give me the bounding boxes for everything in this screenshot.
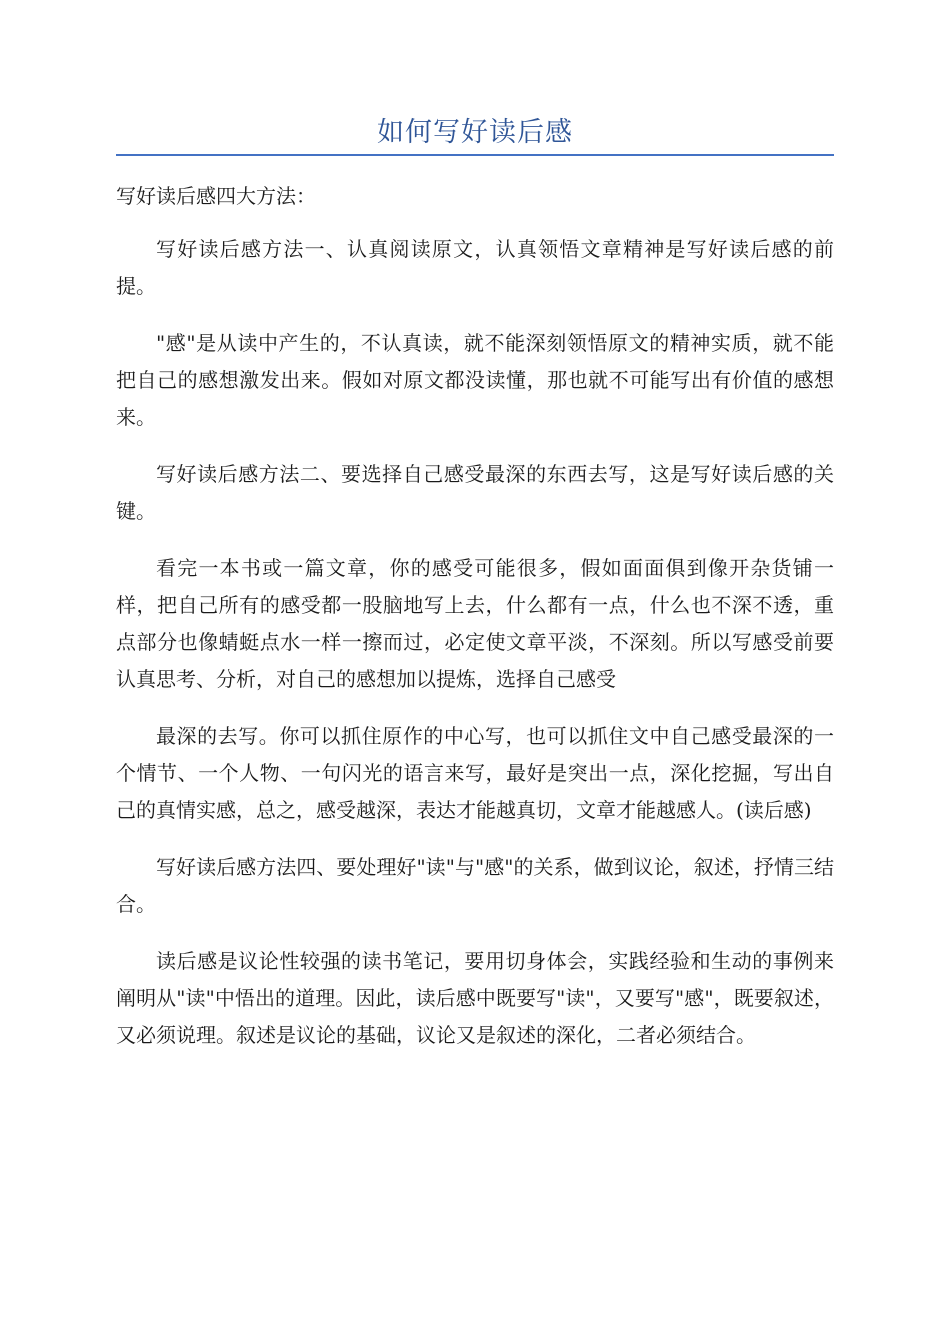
title-underline [116,154,834,156]
lead-line: 写好读后感四大方法： [116,184,316,208]
paragraph-1: 写好读后感方法一、认真阅读原文，认真领悟文章精神是写好读后感的前提。 [116,237,834,298]
document-title: 如何写好读后感 [377,117,573,148]
paragraph-2: "感"是从读中产生的，不认真读，就不能深刻领悟原文的精神实质，就不能把自己的感想激发出来。假如对原文都没读懂，那也就不可能写出有价值的感想来。 [116,331,834,429]
document-page [116,0,834,1074]
paragraph-3: 写好读后感方法二、要选择自己感受最深的东西去写，这是写好读后感的关键。 [116,462,834,523]
paragraph-4: 看完一本书或一篇文章，你的感受可能很多，假如面面俱到像开杂货铺一样，把自己所有的感受都一股脑地写上去，什么都有一点，什么也不深不透，重点部分也像蜻蜓点水一样一擦而过，必定使文章平淡，不深刻。所以写感受前要认真思考、分析，对自己的感想加以提炼，选择自己感受 [116,556,834,691]
paragraph-7: 读后感是议论性较强的读书笔记，要用切身体会，实践经验和生动的事例来阐明从"读"中悟出的道理。因此，读后感中既要写"读"，又要写"感"，既要叙述，又必须说理。叙述是议论的基础，议论又是叙述的深化，二者必须结合。 [116,949,834,1047]
paragraph-6: 写好读后感方法四、要处理好"读"与"感"的关系，做到议论，叙述，抒情三结合。 [116,855,834,916]
paragraph-5: 最深的去写。你可以抓住原作的中心写，也可以抓住文中自己感受最深的一个情节、一个人物、一句闪光的语言来写，最好是突出一点，深化挖掘，写出自己的真情实感，总之，感受越深，表达才能越真切，文章才能越感人。(读后感) [116,724,834,822]
